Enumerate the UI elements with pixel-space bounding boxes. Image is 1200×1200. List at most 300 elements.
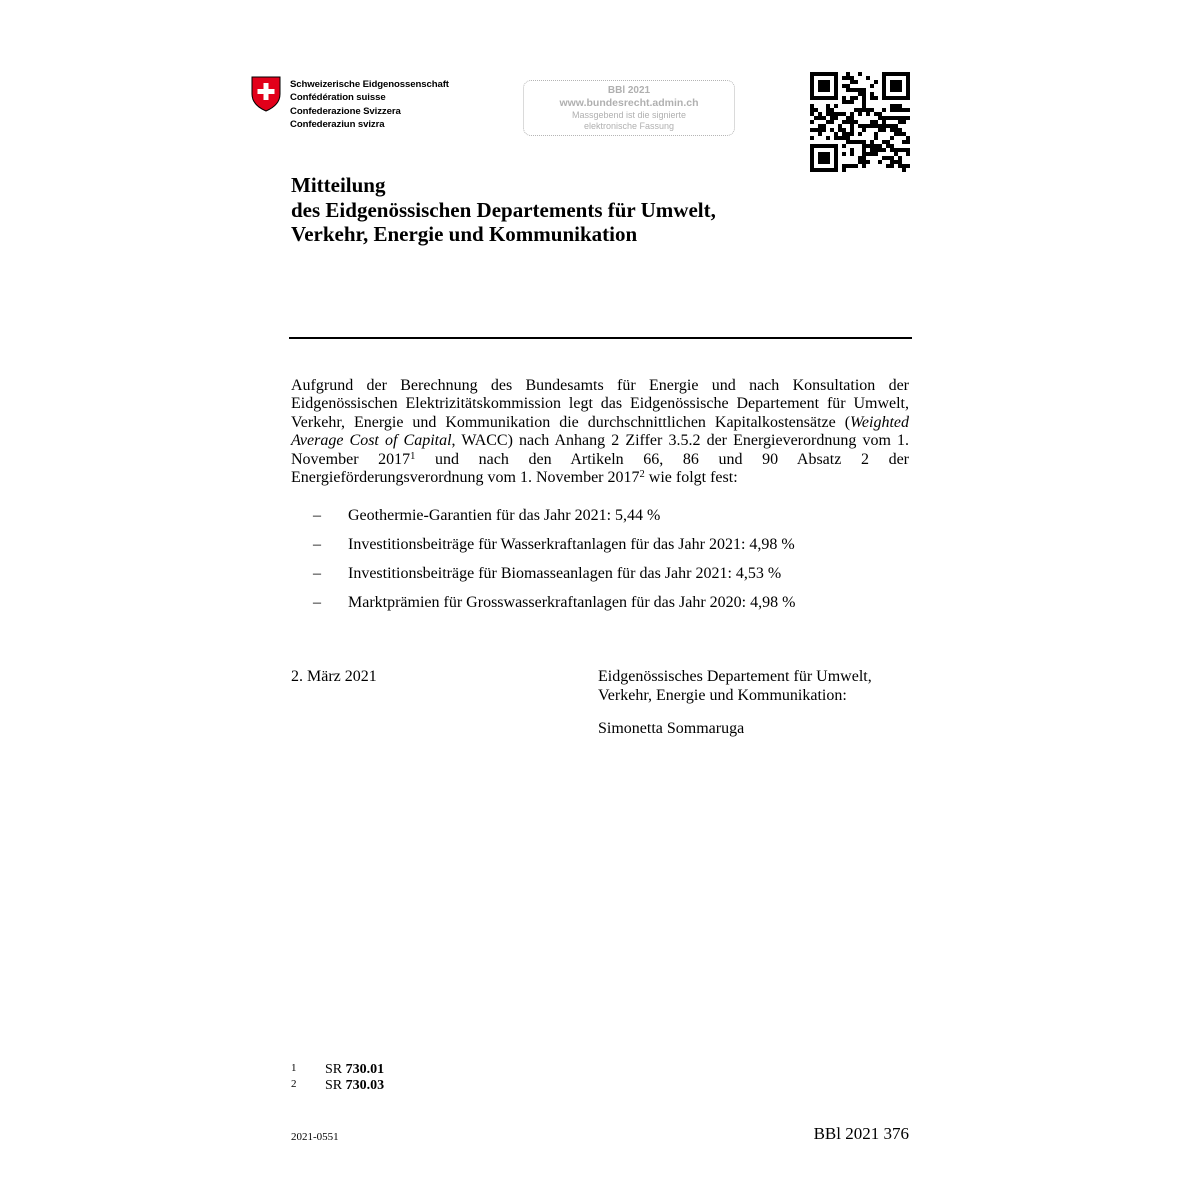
qr-module [842,112,846,116]
qr-module [818,80,822,84]
qr-module [898,160,902,164]
qr-module [826,156,830,160]
qr-module [810,108,814,112]
qr-module [842,164,846,168]
qr-module [862,152,866,156]
qr-module [886,72,890,76]
qr-module [882,116,886,120]
qr-module [906,108,910,112]
qr-module [846,100,850,104]
qr-module [850,152,854,156]
title-line-1: Mitteilung [291,173,386,197]
qr-module [818,96,822,100]
qr-module [838,112,842,116]
confederation-name-it: Confederazione Svizzera [290,105,401,117]
qr-module [818,116,822,120]
qr-module [826,84,830,88]
qr-module [830,96,834,100]
wacc-rate-list [291,506,911,622]
qr-module [870,92,874,96]
qr-module [846,132,850,136]
qr-module [826,144,830,148]
qr-module [890,160,894,164]
qr-module [830,168,834,172]
qr-module [830,108,834,112]
qr-module [818,112,822,116]
footnote-prefix: SR [325,1062,343,1077]
qr-module [874,148,878,152]
qr-module [890,104,894,108]
qr-module [874,152,878,156]
qr-module [810,168,814,172]
qr-module [834,164,838,168]
qr-module [906,152,910,156]
list-item [291,535,911,564]
qr-module [810,76,814,80]
qr-module [846,164,850,168]
qr-module [826,168,830,172]
qr-module [906,80,910,84]
qr-module [894,148,898,152]
qr-module [818,84,822,88]
qr-module [818,72,822,76]
qr-module [870,152,874,156]
department-line-1: Eidgenössisches Departement für Umwelt, [598,668,872,685]
footnote-number: 2 [291,1078,297,1090]
qr-module [810,120,814,124]
qr-module [810,164,814,168]
qr-module [830,128,834,132]
stamp-url: www.bundesrecht.admin.ch [559,97,699,109]
qr-module [834,116,838,120]
qr-module [882,124,886,128]
qr-module [870,144,874,148]
qr-module [858,88,862,92]
qr-module [906,76,910,80]
footnote-prefix: SR [325,1078,343,1093]
qr-module [826,80,830,84]
qr-module [822,116,826,120]
qr-module [846,76,850,80]
qr-module [870,120,874,124]
qr-module [834,136,838,140]
qr-module [842,96,846,100]
qr-module [862,148,866,152]
page-reference: BBl 2021 376 [813,1124,909,1143]
qr-module [834,76,838,80]
qr-module [858,92,862,96]
qr-module [878,160,882,164]
list-dash: – [313,594,321,611]
qr-module [850,164,854,168]
qr-module [850,80,854,84]
qr-module [898,88,902,92]
list-dash: – [313,507,321,524]
qr-module [830,144,834,148]
qr-module [834,104,838,108]
qr-module [906,92,910,96]
qr-module [822,144,826,148]
qr-module [810,156,814,160]
qr-module [858,108,862,112]
qr-module [902,96,906,100]
qr-module [890,148,894,152]
qr-module [834,168,838,172]
footnote-text[interactable] [325,1062,384,1078]
qr-module [818,132,822,136]
qr-module [842,144,846,148]
qr-module [906,140,910,144]
qr-module [810,136,814,140]
qr-module [894,128,898,132]
qr-module [906,88,910,92]
qr-module [874,132,878,136]
qr-module [906,84,910,88]
qr-module [850,120,854,124]
qr-module [862,160,866,164]
qr-module [814,144,818,148]
qr-module [810,144,814,148]
confederation-name-fr: Confédération suisse [290,92,386,104]
qr-module [850,116,854,120]
qr-module [902,140,906,144]
qr-module [814,168,818,172]
qr-module [866,152,870,156]
qr-module [842,120,846,124]
qr-module [846,88,850,92]
qr-module [822,80,826,84]
title-divider [289,337,912,339]
qr-module [886,164,890,168]
confederation-names [290,78,449,132]
list-item-text: Investitionsbeiträge für Biomasseanlagen für das Jahr 2021: 4,53 % [348,565,782,582]
qr-module [882,156,886,160]
qr-module [850,132,854,136]
qr-code-icon [810,72,910,172]
qr-module [882,80,886,84]
body-text-1: Aufgrund der Berechnung des Bundesamts für Energie und nach Konsultation der Eidgenössischen Elektrizitätskommission legt das Eidgenössische Departement für Umwelt, Verkehr, Energie und Kommunikation die durchschnittlichen Kapitalkostensätze ( [291,377,909,431]
qr-module [818,128,822,132]
qr-module [862,156,866,160]
qr-module [898,120,902,124]
qr-module [894,96,898,100]
qr-module [854,88,858,92]
qr-module [862,128,866,132]
qr-module [834,156,838,160]
qr-module [902,132,906,136]
footnote-ref-1[interactable]: 1 [410,450,416,462]
list-dash: – [313,565,321,582]
list-item-text: Investitionsbeiträge für Wasserkraftanlagen für das Jahr 2021: 4,98 % [348,536,795,553]
qr-module [810,128,814,132]
qr-module [854,80,858,84]
qr-module [902,108,906,112]
qr-module [890,128,894,132]
qr-module [810,72,814,76]
qr-module [826,152,830,156]
qr-module [846,120,850,124]
qr-module [858,132,862,136]
qr-module [810,96,814,100]
qr-module [890,108,894,112]
qr-module [890,156,894,160]
qr-module [874,144,878,148]
qr-module [834,152,838,156]
title-line-2: des Eidgenössischen Departements für Umwelt, [291,197,716,222]
qr-module [894,124,898,128]
qr-module [814,116,818,120]
qr-module [834,112,838,116]
publication-stamp [523,80,735,136]
qr-module [898,128,902,132]
qr-module [878,124,882,128]
list-dash: – [313,536,321,553]
qr-module [866,108,870,112]
qr-module [850,96,854,100]
qr-module [826,112,830,116]
body-italic-term: Weighted Average Cost of Capital [291,413,909,450]
qr-module [874,120,878,124]
qr-module [862,100,866,104]
qr-module [846,116,850,120]
title-line-3: Verkehr, Energie und Kommunikation [291,222,638,246]
qr-module [834,72,838,76]
qr-module [882,140,886,144]
qr-module [822,124,826,128]
qr-module [814,96,818,100]
qr-module [894,108,898,112]
qr-module [838,136,842,140]
qr-module [818,168,822,172]
qr-module [906,148,910,152]
qr-module [842,136,846,140]
qr-module [834,132,838,136]
qr-module [906,136,910,140]
stamp-note-2: elektronische Fassung [583,121,675,131]
qr-module [810,104,814,108]
qr-module [826,96,830,100]
qr-module [850,88,854,92]
qr-module [822,160,826,164]
qr-module [886,144,890,148]
qr-module [890,164,894,168]
qr-module [846,136,850,140]
footnote-ref: 730.03 [345,1078,385,1093]
qr-module [902,120,906,124]
qr-module [810,84,814,88]
confederation-name-de: Schweizerische Eidgenossenschaft [290,79,449,90]
qr-module [866,124,870,128]
qr-module [830,112,834,116]
qr-module [898,156,902,160]
qr-module [906,116,910,120]
page-title [291,173,716,247]
qr-module [866,112,870,116]
qr-module [874,112,878,116]
qr-module [894,88,898,92]
qr-module [862,124,866,128]
qr-module [842,100,846,104]
qr-module [886,116,890,120]
qr-module [818,88,822,92]
qr-module [870,96,874,100]
qr-module [858,124,862,128]
qr-module [882,88,886,92]
qr-module [874,124,878,128]
body-text-3: und nach den Artikeln 66, 86 und 90 Absatz 2 der Energieförderungsverordnung vom 1. November 2017 [291,450,909,487]
qr-module [818,144,822,148]
list-item [291,593,911,622]
swiss-coat-of-arms-icon [251,76,281,112]
list-item-text: Geothermie-Garantien für das Jahr 2021: 5,44 % [348,507,661,524]
qr-module [854,164,858,168]
qr-module [874,80,878,84]
qr-module [902,72,906,76]
qr-module [838,128,842,132]
qr-module [898,80,902,84]
qr-module [810,148,814,152]
qr-module [826,88,830,92]
qr-module [826,104,830,108]
qr-module [870,148,874,152]
qr-module [882,96,886,100]
document-date: 2. März 2021 [291,668,377,685]
qr-module [810,112,814,116]
qr-module [846,140,850,144]
qr-module [834,84,838,88]
qr-module [866,76,870,80]
qr-module [858,156,862,160]
qr-module [862,96,866,100]
qr-module [830,120,834,124]
qr-module [898,116,902,120]
qr-module [862,88,866,92]
qr-module [834,144,838,148]
footnote-ref: 730.01 [345,1062,385,1077]
footnote-number: 1 [291,1062,297,1074]
qr-module [822,96,826,100]
qr-module [834,160,838,164]
qr-module [894,80,898,84]
qr-module [834,92,838,96]
qr-module [814,128,818,132]
qr-module [826,120,830,124]
qr-module [898,108,902,112]
qr-module [890,72,894,76]
qr-module [902,164,906,168]
qr-module [866,144,870,148]
qr-module [826,160,830,164]
qr-module [826,108,830,112]
footnote-ref-2[interactable]: 2 [639,469,645,481]
qr-module [846,84,850,88]
qr-module [814,108,818,112]
qr-module [834,88,838,92]
qr-module [882,84,886,88]
qr-module [822,72,826,76]
list-item-text: Marktprämien für Grosswasserkraftanlagen für das Jahr 2020: 4,98 % [348,594,796,611]
qr-module [822,128,826,132]
qr-module [830,72,834,76]
qr-module [826,72,830,76]
qr-module [822,84,826,88]
body-paragraph [291,377,909,487]
qr-module [810,80,814,84]
qr-module [810,92,814,96]
qr-module [822,168,826,172]
qr-module [850,112,854,116]
qr-module [878,128,882,132]
qr-module [822,152,826,156]
qr-module [846,72,850,76]
list-item [291,506,911,535]
footnote-text[interactable] [325,1078,384,1094]
qr-module [822,156,826,160]
qr-module [862,104,866,108]
qr-module [838,124,842,128]
qr-module [834,96,838,100]
body-text-2: , WACC) nach Anhang 2 Ziffer 3.5.2 der Energieverordnung vom 1. November 2017 [291,432,909,468]
qr-module [870,124,874,128]
qr-module [882,120,886,124]
qr-module [870,108,874,112]
qr-module [890,116,894,120]
qr-module [882,148,886,152]
qr-module [850,100,854,104]
qr-module [810,88,814,92]
signing-department [598,667,872,705]
qr-module [882,72,886,76]
qr-module [890,144,894,148]
qr-module [902,168,906,172]
qr-module [894,72,898,76]
qr-module [850,124,854,128]
qr-module [834,80,838,84]
qr-module [906,164,910,168]
stamp-note-1: Massgebend ist die signierte [571,110,687,120]
stamp-issue: BBl 2021 [607,85,651,96]
qr-module [890,80,894,84]
qr-module [842,84,846,88]
qr-module [854,96,858,100]
qr-module [818,124,822,128]
qr-module [898,96,902,100]
qr-module [858,112,862,116]
qr-module [830,116,834,120]
qr-module [842,132,846,136]
department-line-2: Verkehr, Energie und Kommunikation: [598,687,847,704]
qr-module [886,124,890,128]
qr-module [898,132,902,136]
qr-module [818,160,822,164]
qr-module [810,152,814,156]
qr-module [870,140,874,144]
qr-module [834,148,838,152]
qr-module [894,132,898,136]
qr-module [898,72,902,76]
qr-module [858,72,862,76]
qr-module [862,108,866,112]
qr-module [858,160,862,164]
qr-module [894,160,898,164]
qr-module [890,88,894,92]
qr-module [850,140,854,144]
qr-module [882,76,886,80]
qr-module [822,88,826,92]
qr-module [878,144,882,148]
qr-module [818,156,822,160]
qr-module [850,76,854,80]
